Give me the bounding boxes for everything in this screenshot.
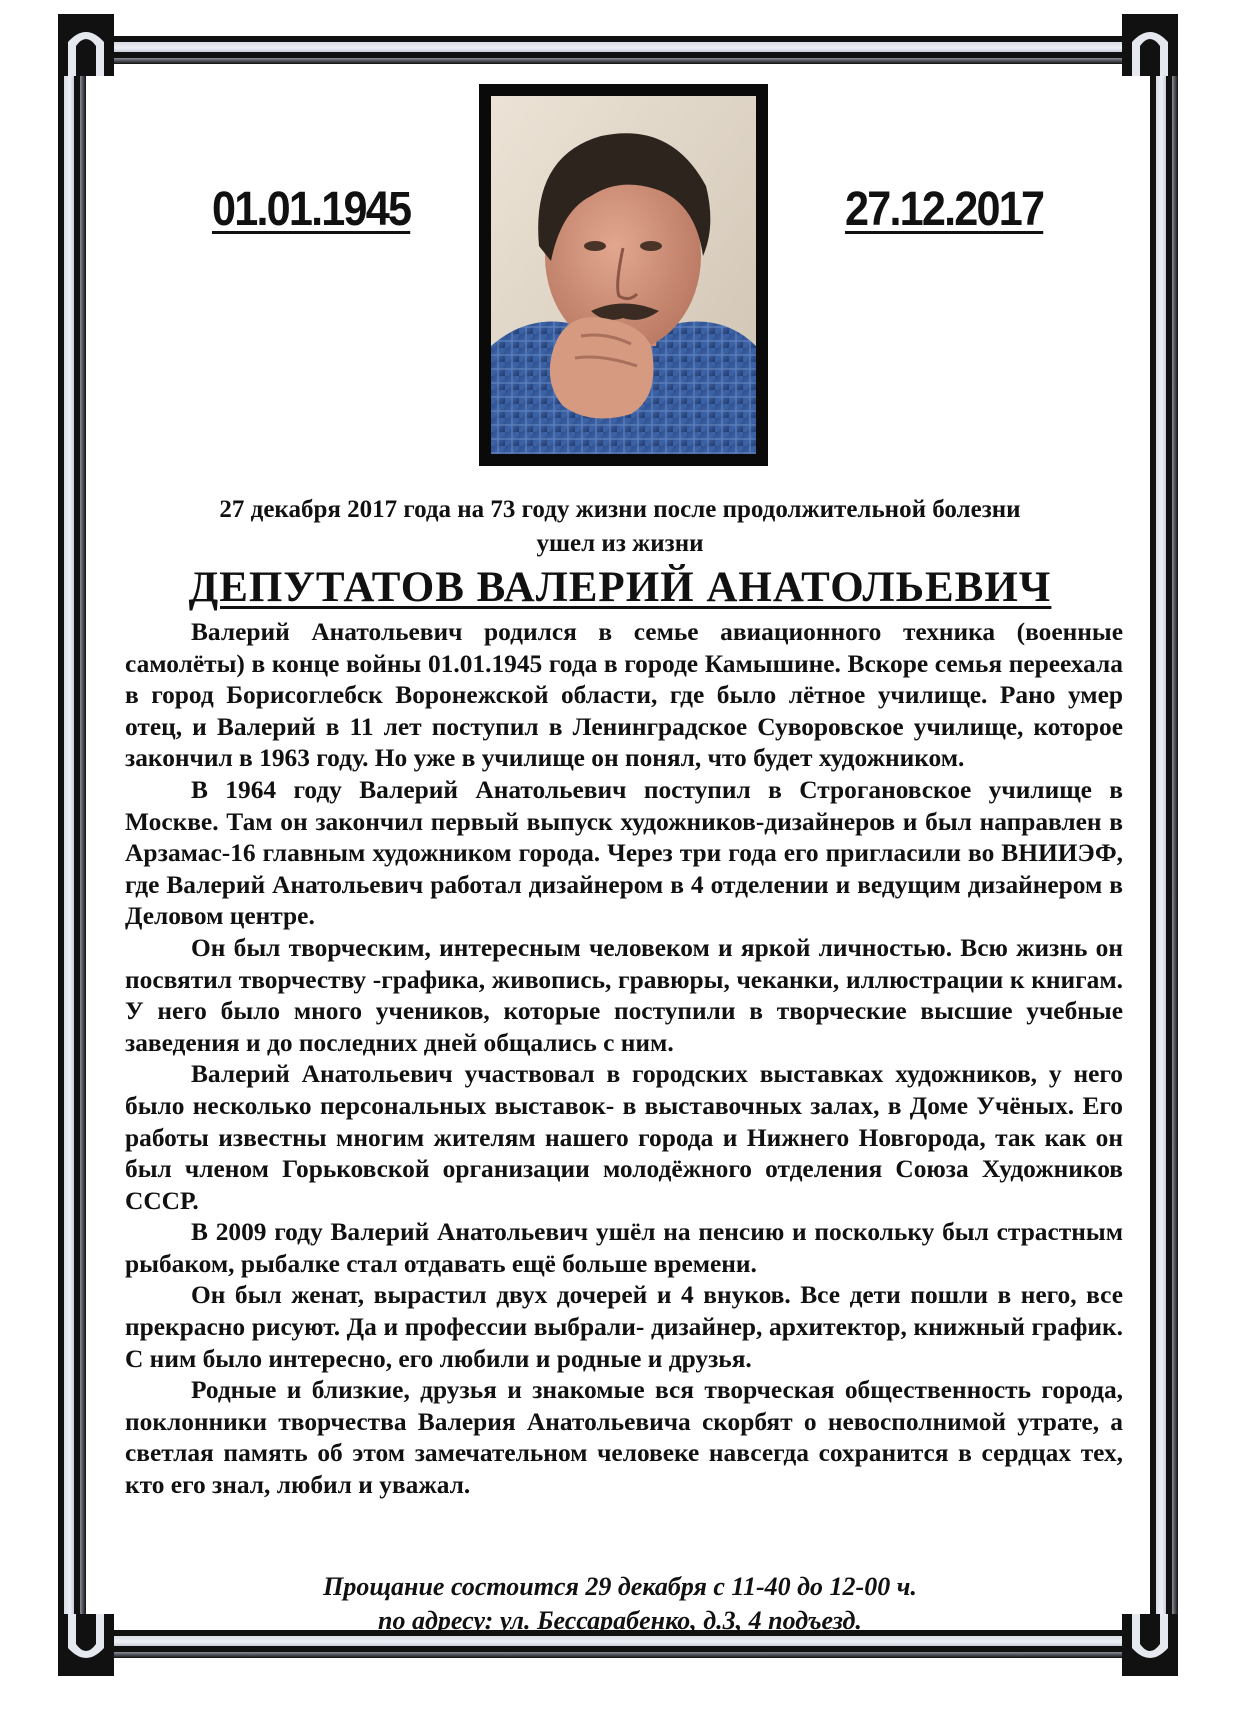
bio-paragraph-6: Он был женат, вырастил двух дочерей и 4 внуков. Все дети пошли в него, все прекрасно рисуют. Да и профессии выбрали- дизайнер, архитектор, книжный график. С ним было интересно, его любили и родные и друзья. [125,1281,1123,1373]
frame-corner-top-left-icon [58,14,114,76]
bio-paragraph-3: Он был творческим, интересным человеком и яркой личностью. Всю жизнь он посвятил творчеству -графика, живопись, гравюры, чеканки, иллюстрации к книгам. У него было много учеников, которые поступили в творческие высшие учебные заведения и до последних дней общались с ним. [125,933,1123,1057]
portrait-photo-frame [479,84,768,466]
bio-paragraph-4: Валерий Анатольевич участвовал в городских выставках художников, у него было несколько персональных выставок- в выставочных залах, в Доме Учёных. Его работы известны многим жителям нашего города и Нижнего Новгорода, так как он был членом Горьковской организации молодёжного отделения Союза Художников СССР. [125,1060,1123,1215]
biography [125,617,1123,1502]
farewell-time: Прощание состоится 29 декабря с 11-40 до 12-00 ч. [323,1572,917,1601]
bio-paragraph-7: Родные и близкие, друзья и знакомые вся творческая общественность города, поклонники творчества Валерия Анатольевича скорбят о невосполнимой утрате, а светлая память об этом замечательном человеке навсегда сохранится в сердцах тех, кто его знал, любил и уважал. [125,1376,1123,1500]
frame-corner-bottom-right-icon [1122,1614,1178,1676]
portrait-photo [491,96,756,454]
frame-corner-bottom-left-icon [58,1614,114,1676]
bio-paragraph-5: В 2009 году Валерий Анатольевич ушёл на пенсию и поскольку был страстным рыбаком, рыбалке стал отдавать ещё больше времени. [125,1218,1123,1278]
intro-line-2: ушел из жизни [536,530,704,557]
birth-date: 01.01.1945 [212,183,411,236]
frame-right-border [1150,70,1178,1630]
bio-paragraph-2: В 1964 году Валерий Анатольевич поступил в Строгановское училище в Москве. Там он закончил первый выпуск художников-дизайнеров и был направлен в Арзамас-16 главным художником города. Через три года его пригласили во ВНИИЭФ, где Валерий Анатольевич работал дизайнером в 4 отделении и ведущим дизайнером в Деловом центре. [125,775,1123,931]
intro-line-1: 27 декабря 2017 года на 73 году жизни после продолжительной болезни [219,496,1021,523]
farewell-address: по адресу: ул. Бессарабенко, д.3, 4 подъезд. [378,1606,862,1635]
death-date: 27.12.2017 [845,183,1044,236]
frame-left-border [58,70,86,1630]
bio-paragraph-1: Валерий Анатольевич родился в семье авиационного техника (военные самолёты) в конце войны 01.01.1945 года в городе Камышине. Вскоре семья переехала в город Борисоглебск Воронежской области, где было лётное училище. Рано умер отец, и Валерий в 11 лет поступил в Ленинградское Суворовское училище, которое закончил в 1963 году. Но уже в училище он понял, что будет художником. [125,618,1123,773]
intro-text [120,493,1120,561]
deceased-name: ДЕПУТАТОВ ВАЛЕРИЙ АНАТОЛЬЕВИЧ [188,564,1052,611]
frame-corner-top-right-icon [1122,14,1178,76]
frame-top-border [95,36,1145,64]
farewell-info [120,1570,1120,1638]
